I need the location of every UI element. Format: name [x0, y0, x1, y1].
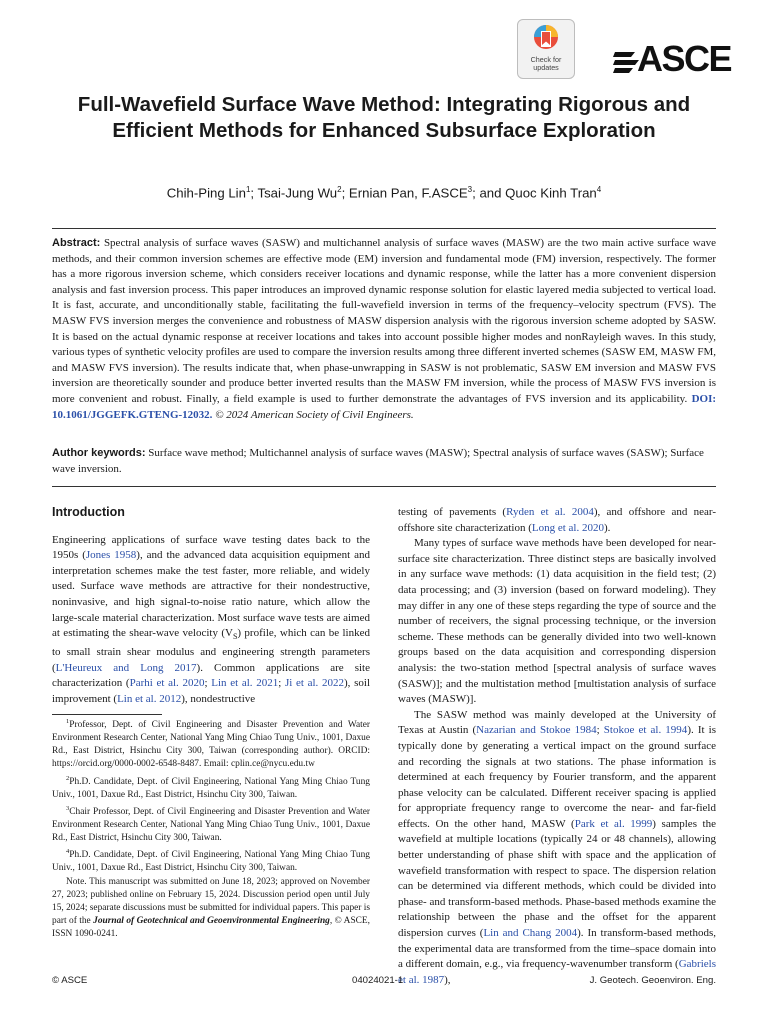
author-name: Ernian Pan, F.ASCE	[348, 185, 468, 201]
author-keywords	[52, 446, 716, 477]
author-affiliation-marker: 3	[467, 185, 473, 194]
intro-paragraph-2: Many types of surface wave methods have been developed for near-surface site characterization. Three distinct steps are basically involved in any surface wave methods: (1) data acquisition in the field test; (2) data processing; and (3) inversion (based on forward modeling). They may differ in any one of these steps regarding the type of source and the number of receivers, the signal processing technique, or the inversion scheme. These methods can be generally divided into two well-known groups based on the data acquisition and corresponding dispersion analysis: the two-station method [spectral analysis of surface waves (SASW)]; and the multistation method [multistation analysis of surface waves (MASW)].	[398, 537, 716, 706]
bookmark-icon	[533, 24, 559, 54]
keywords-label: Author keywords:	[52, 447, 146, 459]
citation-link[interactable]: Park et al. 1999	[574, 817, 653, 830]
section-heading-introduction: Introduction	[52, 505, 125, 519]
intro-paragraph-1: Engineering applications of surface wave testing dates back to the 1950s (Jones 1958), and the advanced data acquisition equipment and interpretation schemes make the test faster, more reliable, and widely used. Surface wave methods are attractive for their nondestructive, noninvasive, and high signal-to-noise ratio nature, which allow the large-scale material characterization. Most surface wave tests are aimed at estimating the shear-wave velocity $(V_S)$ profile, which can be linked to small strain shear modulus and engineering strength parameters (L'Heureux and Long 2017). Common applications are site characterization (Parhi et al. 2020; Lin et al. 2021; Ji et al. 2022), soil improvement (Lin et al. 2012), nondestructive	[52, 533, 371, 705]
copyright-text: © 2024 American Society of Civil Engineers.	[215, 408, 414, 421]
asce-logo	[611, 38, 732, 80]
keywords-text: Surface wave method; Multichannel analysis of surface waves (MASW); Spectral analysis of surface waves (SASW); Surface wave inversion.	[52, 447, 704, 475]
author-list: Chih-Ping Lin$^1$; Tsai-Jung Wu$^2$; Ernian Pan, F.ASCE$^3$; and Quoc Kinh Tran$^4$	[166, 185, 602, 201]
citation-link[interactable]: Ryden et al. 2004	[506, 506, 594, 518]
doi-link[interactable]: 10.1061/JGGEFK.GTENG-12032.	[52, 408, 213, 421]
abstract-text: Spectral analysis of surface waves (SASW) and multichannel analysis of surface waves (MASW) are the two main active surface wave methods, and their common inversion schemes are effective mode (EM) inversion and fundamental mode (FM) inversion, respectively. The former has a more rigorous inversion scheme, which considers receiver locations and dynamic response, while the latter has a more convenient dispersion analysis and fast inversion process. This paper introduces an improved dynamic response solution for elastic layered media subjected to vertical load. It is fast, accurate, and unconditionally stable, facilitating the full-wavefield inversion in terms of the frequency–velocity spectrum (FVS). The MASW FVS inversion merges the convenience and robustness of MASW dispersion analysis with the rigorous inversion scheme adopted by SASW. It is based on the actual dynamic response at receiver locations and takes into account possible higher modes and nonRayleigh waves. In this study, various types of synthetic velocity profiles are used to compare the inversion results among three different inverted schemes (SASW EM, MASW FM, and MASW FVS inversion). The results indicate that, when phase-unwrapping in SASW is not problematic, SASW EM inversion and MASW FVS inversion are theoretically sounder and produce better inverted results than the MASW FM inversion, while the process of MASW FVS inversion is more convenient and robust. Finally, a field example is used to further demonstrate the advantages of FVS inversion and its applicability.	[52, 237, 717, 405]
journal-name: Journal of Geotechnical and Geoenvironmental Engineering	[93, 915, 330, 926]
intro-paragraph-continued: testing of pavements (Ryden et al. 2004), and offshore and near-offshore site characterization (Long et al. 2020).	[398, 506, 716, 534]
paper-title: Full-Wavefield Surface Wave Method: Integrating Rigorous and Efficient Methods for Enhanced Subsurface Exploration	[77, 93, 691, 142]
author-affiliation-marker: 4	[596, 185, 602, 194]
author-affiliation-marker: 1	[245, 185, 251, 194]
abstract	[52, 236, 716, 423]
citation-link[interactable]: Parhi et al. 2020	[129, 677, 205, 690]
author-affiliation-marker: 2	[337, 185, 342, 194]
check-for-updates-label: Check for updates	[530, 55, 562, 72]
author-name: Chih-Ping Lin	[166, 185, 246, 201]
affiliation-footnote: $^4$Ph.D. Candidate, Dept. of Civil Engineering, National Yang Ming Chiao Tung Univ., 1001, Daxue Rd., East District, Hsinchu City 300, Taiwan.	[52, 848, 370, 874]
intro-paragraph-3: The SASW method was mainly developed at the University of Texas at Austin (Nazarian and Stokoe 1984; Stokoe et al. 1994). It is typically done by generating a vertical impact on the ground surface and recording the signals at two stations. The phase information is determined at each frequency by Fourier transform, and the apparent phase velocity can be calculated. Different receiver spacing is applied for appropriate frequency range to overcome the near- and far-field effects. On the other hand, MASW (Park et al. 1999) samples the wavefield at multiple locations (typically 24 or 48 channels), allowing better understanding of phase shift with space and the application of wavefield transformation with respect to space. The dispersion relation can be determined via different methods, which could be divided into phase- and transform-based methods. Phase-based methods examine the relationship between the phase and the offset for the apparent dispersion curves (Lin and Chang 2004). In transform-based methods, the experimental data are transformed from the time–space domain into a different domain, e.g., via frequency-wavenumber transform (Gabriels et al. 1987),	[398, 708, 717, 986]
check-for-updates-badge[interactable]	[517, 19, 575, 79]
abstract-label: Abstract:	[52, 237, 101, 249]
asce-logo-text: ASCE	[637, 38, 732, 79]
affiliation-footnote: $^3$Chair Professor, Dept. of Civil Engineering and Disaster Prevention and Water Environment Research Center, National Yang Ming Chiao Tung Univ., 1001, Daxue Rd., East District, Hsinchu City 300, Taiwan.	[52, 804, 370, 844]
affiliation-footnote: $^1$Professor, Dept. of Civil Engineering and Disaster Prevention and Water Environment Research Center, National Yang Ming Chiao Tung Univ., 1001, Daxue Rd., East District, Hsinchu City 300, Taiwan (corresponding author). ORCID: https://orcid.org/0000-0002-6548-8487. Email: cplin.ce@nycu.edu.tw	[52, 718, 370, 770]
abstract-top-rule	[52, 228, 716, 229]
manuscript-note: Note. This manuscript was submitted on June 18, 2023; approved on November 27, 2023; published online on February 15, 2024. Discussion period open until July 15, 2024; separate discussions must be submitted for individual papers. This paper is part of the Journal of Geotechnical and Geoenvironmental Engineering, © ASCE, ISSN 1090-0241.	[52, 876, 371, 939]
citation-link[interactable]: Ji et al. 2022	[284, 677, 344, 690]
citation-link[interactable]: Nazarian and Stokoe 1984	[476, 724, 597, 737]
citation-link[interactable]: Lin et al. 2021	[211, 677, 279, 690]
citation-link[interactable]: Lin et al. 2012	[117, 692, 182, 705]
subscript: S	[232, 632, 238, 642]
citation-link[interactable]: Lin and Chang 2004	[483, 927, 578, 940]
footer-article-number: 04024021-1	[352, 975, 404, 986]
citation-link[interactable]: Stokoe et al. 1994	[603, 724, 688, 737]
doi-label: DOI:	[691, 392, 717, 405]
footer-copyright: © ASCE	[52, 975, 88, 986]
author-name: Quoc Kinh Tran	[505, 185, 597, 201]
citation-link[interactable]: Long et al. 2020	[531, 521, 604, 534]
citation-link[interactable]: Jones 1958	[85, 549, 137, 562]
footnotes	[52, 714, 370, 941]
affiliation-footnote: $^2$Ph.D. Candidate, Dept. of Civil Engineering, National Yang Ming Chiao Tung Univ., 1001, Daxue Rd., East District, Hsinchu City 300, Taiwan.	[52, 774, 370, 800]
left-column	[52, 505, 370, 707]
footer-journal: J. Geotech. Geoenviron. Eng.	[589, 975, 716, 986]
citation-link[interactable]: L'Heureux and Long 2017	[55, 661, 197, 674]
abstract-bottom-rule	[52, 486, 716, 487]
author-name: Tsai-Jung Wu	[257, 185, 338, 201]
right-column	[398, 505, 716, 988]
citation-link[interactable]: Gabriels et al. 1987	[398, 958, 716, 986]
